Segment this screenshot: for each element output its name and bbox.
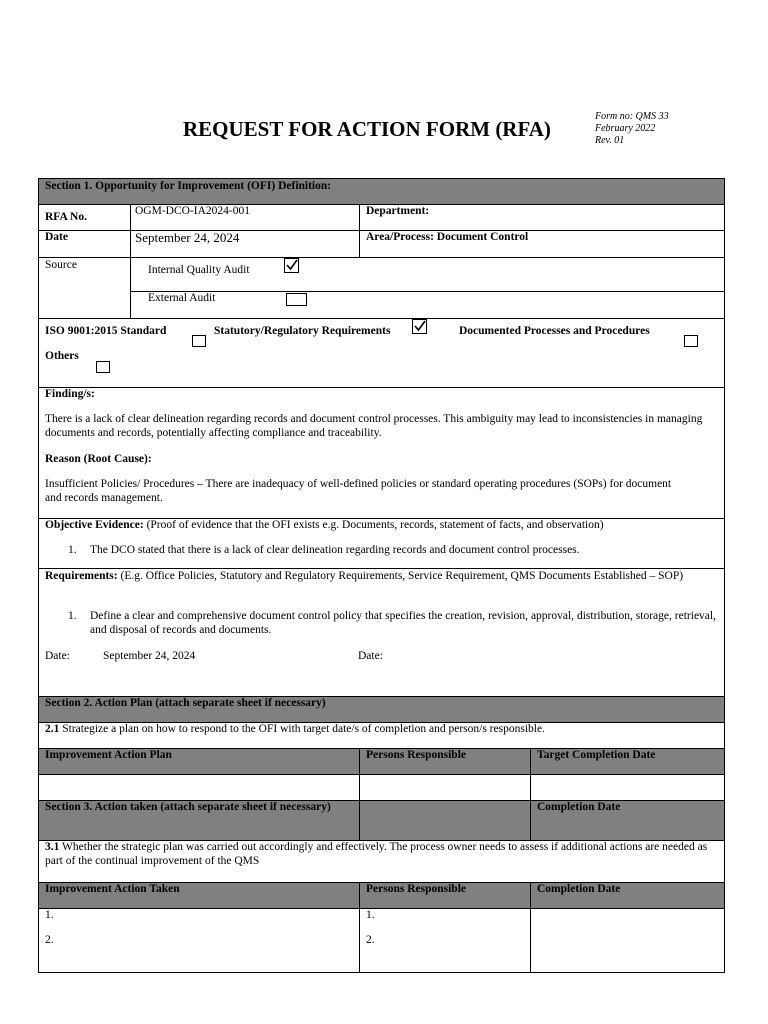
rfa-no-value[interactable]: OGM-DCO-IA2024-001: [135, 205, 250, 217]
department-label: Department:: [366, 205, 430, 217]
section3-item: [45, 840, 716, 868]
section3-heading: Section 3. Action taken (attach separate sheet if necessary): [45, 801, 331, 813]
reason-text: Insufficient Policies/ Procedures – There are inadequacy of well-defined policies or standard operating procedures (SOPs) for document and records management.: [45, 478, 672, 504]
others-checkbox[interactable]: [96, 361, 110, 373]
date-label: Date: [45, 231, 68, 243]
form-revision: Rev. 01: [595, 135, 625, 146]
standards-row: [38, 319, 725, 388]
external-audit-checkbox[interactable]: [286, 293, 307, 306]
col-target-completion-date: Target Completion Date: [537, 749, 656, 761]
section1-heading: Section 1. Opportunity for Improvement (OFI) Definition:: [45, 180, 332, 192]
source-option-label: External Audit: [148, 292, 216, 304]
rfa-no-row: [38, 205, 725, 231]
section2-item-number: 2.1: [45, 723, 60, 735]
source-row: [38, 258, 725, 319]
findings-text: There is a lack of clear delineation regarding records and document control processes. This ambiguity may lead to inconsistencies in managing documents and records, potentially affecting compliance and traceability.: [45, 413, 703, 439]
form-metadata: [595, 111, 669, 147]
section2-heading: Section 2. Action Plan (attach separate sheet if necessary): [45, 697, 326, 709]
form-number: Form no: QMS 33: [595, 111, 669, 122]
col-improvement-action-plan: Improvement Action Plan: [45, 749, 172, 761]
requirements-row: [38, 569, 725, 697]
date-row: [38, 231, 725, 258]
section3-heading-row: [38, 801, 725, 841]
objective-item-text: The DCO stated that there is a lack of clear delineation regarding records and document control processes.: [90, 544, 580, 556]
statutory-checkbox[interactable]: [412, 319, 427, 334]
requirements-label: Requirements:: [45, 570, 118, 582]
requirements-desc: (E.g. Office Policies, Statutory and Regulatory Requirements, Service Requirement, QMS Documents Established – SOP): [120, 570, 684, 582]
section3-item-number: 3.1: [45, 841, 60, 853]
section2-item: [45, 722, 545, 736]
area-process-label: Area/Process: Document Control: [366, 231, 529, 243]
action-taken-body: [38, 909, 725, 973]
objective-evidence-label: Objective Evidence:: [45, 519, 144, 531]
objective-evidence-row: [38, 519, 725, 569]
iso-standard-checkbox[interactable]: [192, 335, 206, 347]
sign-date-label-2: Date:: [358, 650, 383, 662]
col-improvement-action-taken: Improvement Action Taken: [45, 883, 180, 895]
standard-label: Documented Processes and Procedures: [459, 325, 650, 337]
internal-audit-checkbox[interactable]: [284, 258, 299, 273]
section2-item-row: [38, 723, 725, 749]
col-completion-date: Completion Date: [537, 801, 621, 813]
persons-responsible-item[interactable]: 2.: [366, 934, 375, 946]
action-plan-row[interactable]: [38, 775, 725, 801]
requirements-item-text: Define a clear and comprehensive document control policy that specifies the creation, revision, approval, distribution, storage, retrieval, and disposal of records and documents.: [90, 610, 716, 636]
date-value[interactable]: September 24, 2024: [135, 230, 240, 245]
section1-heading-row: [38, 178, 725, 205]
action-taken-header-row: [38, 883, 725, 909]
requirements-item-number: 1.: [68, 610, 77, 622]
standard-label: Statutory/Regulatory Requirements: [214, 325, 391, 337]
standard-label: Others: [45, 350, 79, 362]
section2-heading-row: [38, 697, 725, 723]
findings-row: [38, 388, 725, 519]
objective-evidence-header: [45, 518, 604, 532]
requirements-header: [45, 569, 716, 583]
col-persons-responsible: Persons Responsible: [366, 749, 466, 761]
section3-item-text: Whether the strategic plan was carried out accordingly and effectively. The process owner needs to assess if additional actions are needed as part of the continual improvement of the QMS: [45, 841, 708, 867]
form-date: February 2022: [595, 123, 656, 134]
sign-date-label: Date:: [45, 650, 70, 662]
form-title: REQUEST FOR ACTION FORM (RFA): [183, 117, 551, 141]
col-completion-date: Completion Date: [537, 883, 621, 895]
objective-evidence-desc: (Proof of evidence that the OFI exists e.g. Documents, records, statement of facts, and observation): [146, 519, 604, 531]
rfa-no-label: RFA No.: [45, 211, 87, 223]
documented-processes-checkbox[interactable]: [684, 335, 698, 347]
action-taken-item[interactable]: 1.: [45, 909, 54, 921]
reason-label: Reason (Root Cause):: [45, 453, 152, 465]
section2-item-text: Strategize a plan on how to respond to the OFI with target date/s of completion and person/s responsible.: [62, 723, 545, 735]
persons-responsible-item[interactable]: 1.: [366, 909, 375, 921]
action-plan-header-row: [38, 749, 725, 775]
findings-label: Finding/s:: [45, 388, 95, 400]
col-persons-responsible: Persons Responsible: [366, 883, 466, 895]
section3-item-row: [38, 841, 725, 883]
source-label: Source: [45, 259, 77, 271]
standard-label: ISO 9001:2015 Standard: [45, 325, 167, 337]
objective-item-number: 1.: [68, 544, 77, 556]
action-taken-item[interactable]: 2.: [45, 934, 54, 946]
source-option-label: Internal Quality Audit: [148, 264, 250, 276]
sign-date-value[interactable]: September 24, 2024: [103, 650, 196, 662]
